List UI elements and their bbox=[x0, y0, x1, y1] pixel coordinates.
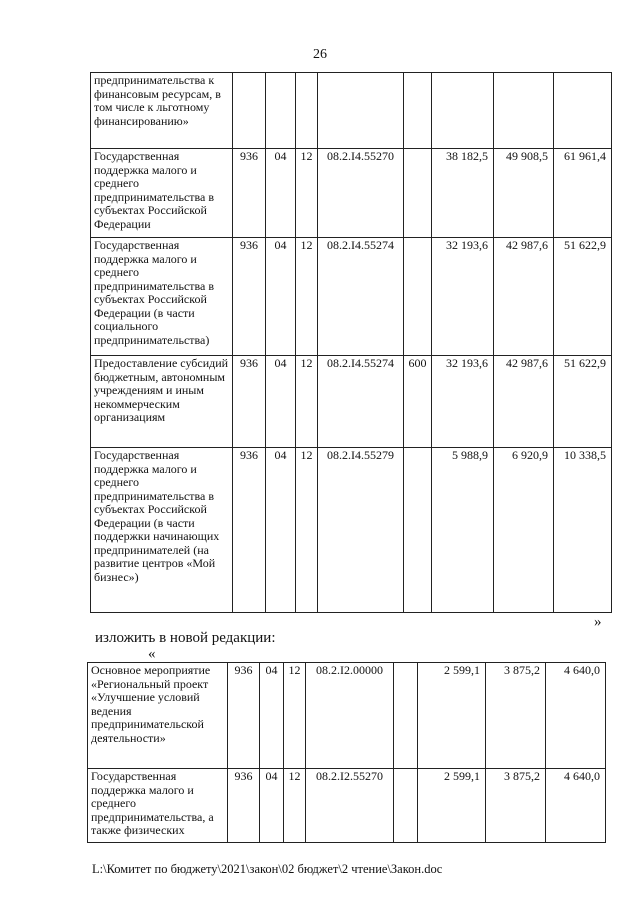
cell-year2: 3 875,2 bbox=[486, 769, 546, 843]
cell-year2: 6 920,9 bbox=[494, 448, 554, 613]
cell-csr: 08.2.I4.55279 bbox=[318, 448, 404, 613]
cell-year3: 51 622,9 bbox=[554, 238, 612, 356]
cell-rz: 04 bbox=[260, 769, 284, 843]
cell-pr: 12 bbox=[296, 149, 318, 238]
cell-year2: 42 987,6 bbox=[494, 356, 554, 448]
cell-gr: 936 bbox=[228, 769, 260, 843]
budget-table-current bbox=[90, 72, 612, 613]
cell-year3: 51 622,9 bbox=[554, 356, 612, 448]
cell-csr: 08.2.I4.55274 bbox=[318, 356, 404, 448]
cell-gr bbox=[233, 73, 266, 149]
cell-year3: 61 961,4 bbox=[554, 149, 612, 238]
cell-year1: 2 599,1 bbox=[418, 769, 486, 843]
cell-pr bbox=[296, 73, 318, 149]
cell-gr: 936 bbox=[233, 149, 266, 238]
cell-vr bbox=[404, 73, 432, 149]
row-name: Государственная поддержка малого и среднего предпринимательства в субъектах Российской Федерации bbox=[91, 149, 233, 238]
page-number: 26 bbox=[313, 47, 327, 62]
cell-pr: 12 bbox=[284, 769, 306, 843]
row-name: Государственная поддержка малого и среднего предпринимательства, а также физических bbox=[88, 769, 228, 843]
cell-year1: 32 193,6 bbox=[432, 238, 494, 356]
cell-year3: 10 338,5 bbox=[554, 448, 612, 613]
cell-year2 bbox=[494, 73, 554, 149]
budget-table-new-edition bbox=[87, 662, 606, 843]
cell-year1: 32 193,6 bbox=[432, 356, 494, 448]
table-row bbox=[91, 73, 612, 149]
cell-csr bbox=[318, 73, 404, 149]
cell-vr bbox=[394, 663, 418, 769]
row-name: Основное мероприятие «Региональный проект «Улучшение условий ведения предпринимательской деятельности» bbox=[88, 663, 228, 769]
amendment-intro-text: изложить в новой редакции: bbox=[95, 630, 276, 646]
table-row bbox=[91, 448, 612, 613]
cell-csr: 08.2.I2.00000 bbox=[306, 663, 394, 769]
cell-year2: 42 987,6 bbox=[494, 238, 554, 356]
cell-pr: 12 bbox=[284, 663, 306, 769]
cell-year1: 5 988,9 bbox=[432, 448, 494, 613]
cell-gr: 936 bbox=[233, 238, 266, 356]
cell-year1: 38 182,5 bbox=[432, 149, 494, 238]
cell-rz: 04 bbox=[260, 663, 284, 769]
cell-rz: 04 bbox=[266, 448, 296, 613]
row-name: Предоставление субсидий бюджетным, автономным учреждениям и иным некоммерческим организациям bbox=[91, 356, 233, 448]
row-name: предпринимательства к финансовым ресурсам, в том числе к льготному финансированию» bbox=[91, 73, 233, 149]
table-row bbox=[91, 356, 612, 448]
closing-quote: » bbox=[594, 614, 602, 630]
cell-rz: 04 bbox=[266, 238, 296, 356]
table-row bbox=[91, 238, 612, 356]
cell-year2: 49 908,5 bbox=[494, 149, 554, 238]
cell-vr bbox=[404, 149, 432, 238]
opening-quote: « bbox=[148, 646, 156, 662]
cell-gr: 936 bbox=[233, 356, 266, 448]
cell-vr bbox=[404, 448, 432, 613]
cell-csr: 08.2.I2.55270 bbox=[306, 769, 394, 843]
cell-vr bbox=[394, 769, 418, 843]
cell-gr: 936 bbox=[228, 663, 260, 769]
row-name: Государственная поддержка малого и среднего предпринимательства в субъектах Российской Федерации (в части поддержки начинающих предпринимателей (на развитие центров «Мой бизнес») bbox=[91, 448, 233, 613]
cell-rz: 04 bbox=[266, 149, 296, 238]
cell-vr: 600 bbox=[404, 356, 432, 448]
table-row bbox=[91, 149, 612, 238]
cell-vr bbox=[404, 238, 432, 356]
cell-year3: 4 640,0 bbox=[546, 663, 606, 769]
table-row bbox=[88, 769, 606, 843]
cell-pr: 12 bbox=[296, 448, 318, 613]
cell-gr: 936 bbox=[233, 448, 266, 613]
file-path-footer: L:\Комитет по бюджету\2021\закон\02 бюджет\2 чтение\Закон.doc bbox=[92, 862, 443, 876]
row-name: Государственная поддержка малого и среднего предпринимательства в субъектах Российской Федерации (в части социального предпринимательства) bbox=[91, 238, 233, 356]
cell-csr: 08.2.I4.55270 bbox=[318, 149, 404, 238]
cell-year3 bbox=[554, 73, 612, 149]
cell-year1 bbox=[432, 73, 494, 149]
cell-year1: 2 599,1 bbox=[418, 663, 486, 769]
cell-csr: 08.2.I4.55274 bbox=[318, 238, 404, 356]
table-row bbox=[88, 663, 606, 769]
cell-rz: 04 bbox=[266, 356, 296, 448]
cell-year2: 3 875,2 bbox=[486, 663, 546, 769]
cell-pr: 12 bbox=[296, 356, 318, 448]
cell-year3: 4 640,0 bbox=[546, 769, 606, 843]
cell-pr: 12 bbox=[296, 238, 318, 356]
cell-rz bbox=[266, 73, 296, 149]
